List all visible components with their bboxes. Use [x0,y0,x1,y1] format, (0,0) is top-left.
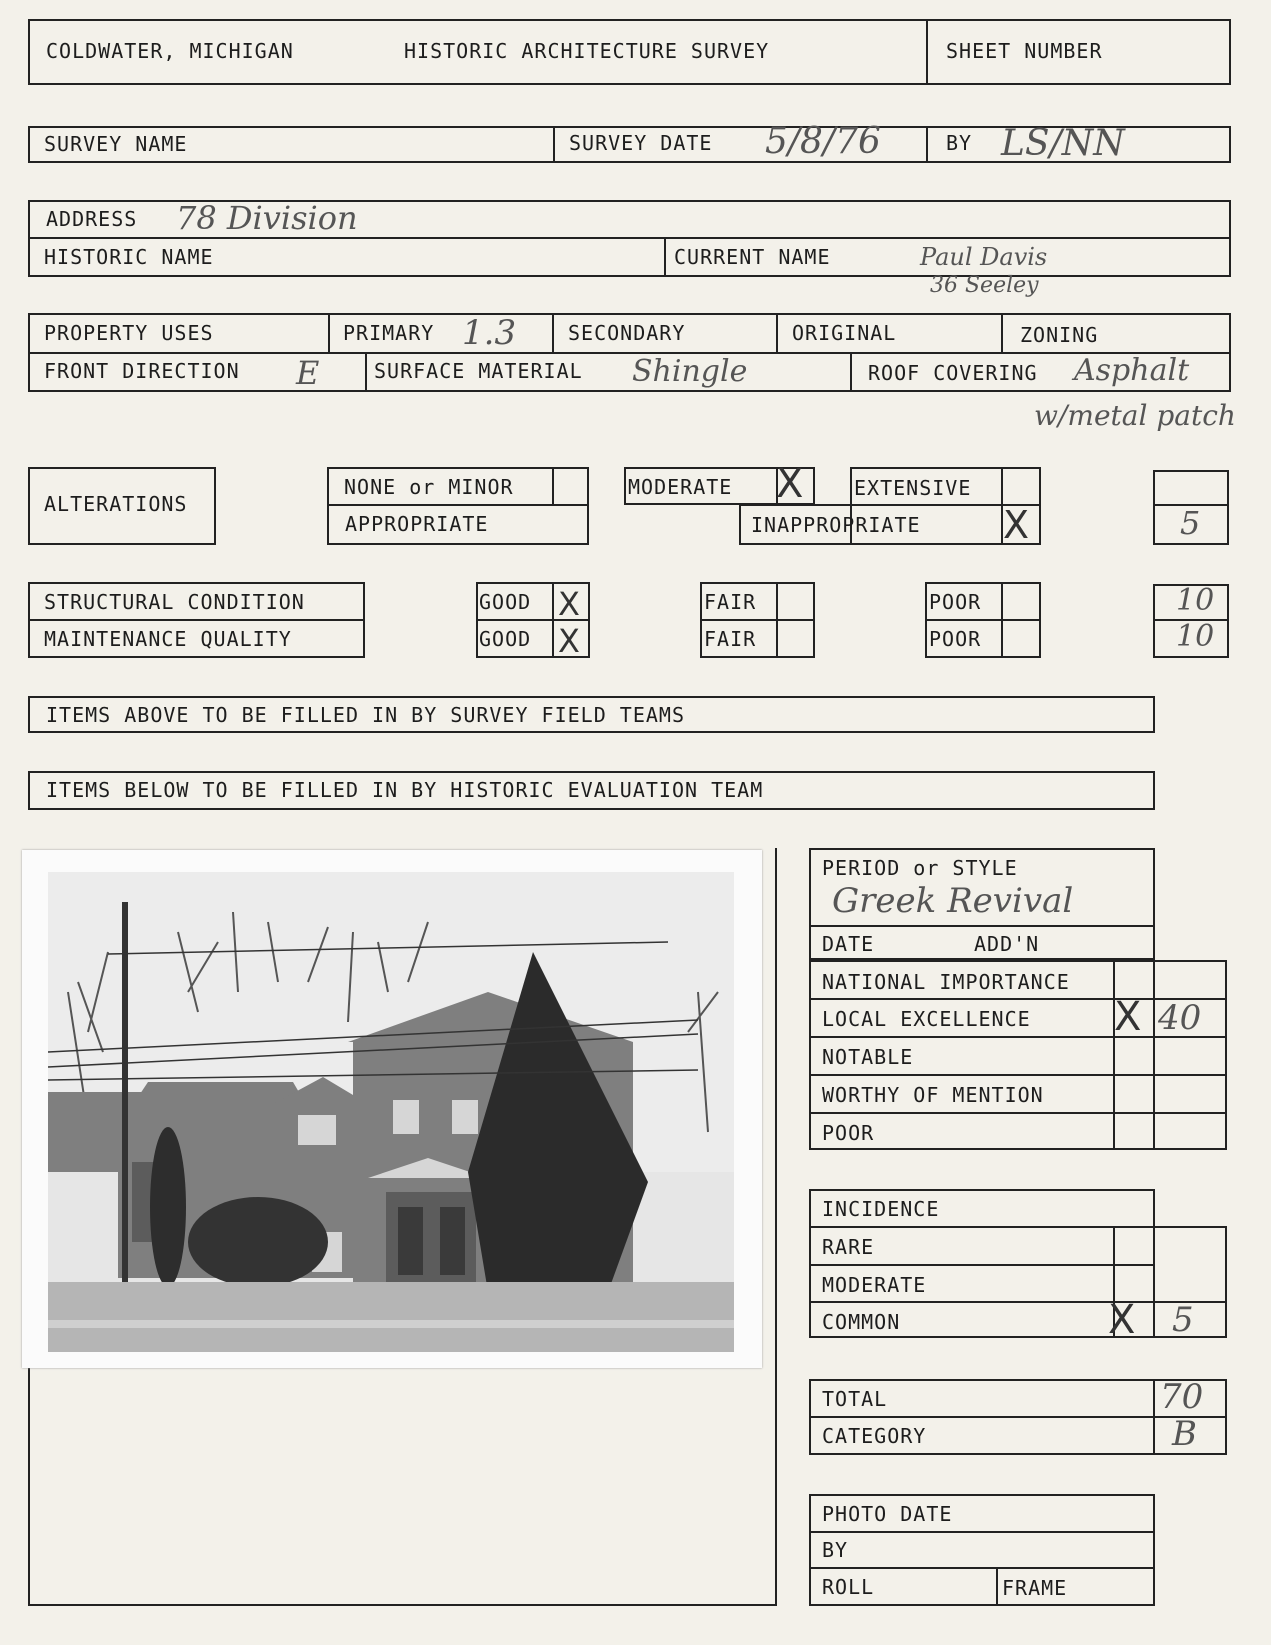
survey-by-value: LS/NN [1001,123,1125,164]
property-div-b [552,313,554,352]
current-name-divider [664,237,666,277]
survey-date-label: SURVEY DATE [569,131,713,155]
survey-name-label: SURVEY NAME [44,132,188,156]
roll-label: ROLL [822,1575,875,1599]
period-divider [809,925,1155,927]
total-col [1153,1379,1155,1455]
date-label: DATE [822,932,875,956]
property-div-c [776,313,778,352]
roof-covering-value: Asphalt [1074,353,1190,388]
property-div-f [850,352,852,392]
sheet-number-label: SHEET NUMBER [946,39,1103,63]
property-div-e [365,352,367,392]
survey-row-right [1229,126,1231,163]
moderate-check-mark: X [776,461,804,507]
total-value: 70 [1160,1377,1204,1417]
surface-material-label: SURFACE MATERIAL [374,359,583,383]
survey-by-label: BY [946,131,973,155]
condition-label-divider [28,619,365,621]
original-label: ORIGINAL [792,321,897,345]
good-check-divider [552,582,554,658]
structural-good-label: GOOD [479,590,532,614]
secondary-label: SECONDARY [568,321,686,345]
imp-div-4 [809,1112,1227,1114]
header-divider [926,19,928,85]
items-above-note: ITEMS ABOVE TO BE FILLED IN BY SURVEY FIELD TEAMS [46,703,686,727]
alterations-label: ALTERATIONS [44,492,188,516]
moderate-incidence-label: MODERATE [822,1273,927,1297]
items-below-bottom [28,808,1155,810]
fair-divider [700,619,815,621]
inappropriate-check-mark: X [1003,503,1030,547]
house-photo-image [48,872,734,1352]
property-divider [28,352,1231,354]
period-label: PERIOD or STYLE [822,856,1018,880]
extensive-label: EXTENSIVE [854,476,972,500]
photo-by-label: BY [822,1538,849,1562]
frame-label: FRAME [1002,1576,1068,1600]
items-below-note: ITEMS BELOW TO BE FILLED IN BY HISTORIC EVALUATION TEAM [46,778,764,802]
imp-col-2 [1153,960,1155,1150]
inc-div-3 [809,1301,1227,1303]
items-below-top [28,771,1155,773]
none-minor-check-divider [552,467,554,504]
current-name-value: Paul Davis [920,243,1048,271]
zoning-label: ZONING [1020,323,1099,347]
photo-info-div-2 [809,1567,1155,1569]
appropriate-label: APPROPRIATE [345,512,489,536]
address-divider [28,237,1231,239]
address-value: 78 Division [176,199,358,237]
survey-row-left [28,126,30,163]
inc-div-1 [809,1226,1227,1228]
photo-info-div-1 [809,1531,1155,1533]
inappropriate-label: INAPPROPRIATE [751,513,921,537]
maintenance-quality-label: MAINTENANCE QUALITY [44,627,292,651]
common-check: X [1108,1297,1136,1343]
structural-poor-label: POOR [929,590,982,614]
inc-col-right [1225,1226,1227,1338]
structural-condition-label: STRUCTURAL CONDITION [44,590,305,614]
maintenance-fair-label: FAIR [704,627,757,651]
imp-col-1 [1113,960,1115,1150]
local-excellence-check: X [1114,994,1142,1040]
rare-label: RARE [822,1235,875,1259]
inc-div-2 [809,1264,1155,1266]
category-value: B [1172,1414,1197,1454]
total-label: TOTAL [822,1387,888,1411]
period-value: Greek Revival [832,881,1074,921]
common-score: 5 [1172,1300,1194,1340]
fair-check-divider [776,582,778,658]
roof-covering-label: ROOF COVERING [868,361,1038,385]
house-photograph [22,850,762,1368]
survey-date-value: 5/8/76 [765,121,881,162]
photo-area-right-border [775,848,777,1606]
maintenance-score: 10 [1176,619,1215,654]
poor-divider [925,619,1041,621]
structural-good-check: X [558,585,580,623]
photo-area-bottom-border [28,1604,777,1606]
poor-check-divider [1001,582,1003,658]
header-city: COLDWATER, MICHIGAN [46,39,294,63]
historic-name-label: HISTORIC NAME [44,245,214,269]
maintenance-poor-label: POOR [929,627,982,651]
maintenance-good-label: GOOD [479,627,532,651]
addn-label: ADD'N [974,932,1040,956]
structural-fair-label: FAIR [704,590,757,614]
maintenance-good-check: X [558,622,580,660]
property-div-a [328,313,330,352]
common-label: COMMON [822,1310,901,1334]
photo-date-label: PHOTO DATE [822,1502,953,1526]
current-name-value-2: 36 Seeley [930,273,1039,298]
items-below-left [28,771,30,810]
address-label: ADDRESS [46,207,138,231]
photo-area-left-border [28,1360,30,1606]
photo-info-col [996,1567,998,1606]
moderate-label: MODERATE [628,475,733,499]
incidence-label: INCIDENCE [822,1197,940,1221]
items-below-right [1153,771,1155,810]
structural-score: 10 [1176,583,1215,618]
property-uses-label: PROPERTY USES [44,321,214,345]
survey-row-div2 [926,126,928,163]
header-title: HISTORIC ARCHITECTURE SURVEY [404,39,770,63]
property-div-d [1001,313,1003,352]
front-direction-label: FRONT DIRECTION [44,359,240,383]
primary-value: 1.3 [462,313,517,353]
surface-material-value: Shingle [632,354,748,389]
national-importance-label: NATIONAL IMPORTANCE [822,970,1070,994]
none-minor-divider [327,504,589,506]
current-name-label: CURRENT NAME [674,245,831,269]
alterations-score: 5 [1180,504,1201,542]
front-direction-value: E [296,354,320,392]
imp-div-3 [809,1074,1227,1076]
local-excellence-score: 40 [1158,998,1202,1038]
notable-label: NOTABLE [822,1045,914,1069]
worthy-of-mention-label: WORTHY OF MENTION [822,1083,1044,1107]
roof-covering-value-2: w/metal patch [1034,399,1236,432]
primary-label: PRIMARY [343,321,435,345]
local-excellence-label: LOCAL EXCELLENCE [822,1007,1031,1031]
none-minor-label: NONE or MINOR [344,475,514,499]
poor-rating-label: POOR [822,1121,875,1145]
survey-row-div1 [553,126,555,163]
category-label: CATEGORY [822,1424,927,1448]
